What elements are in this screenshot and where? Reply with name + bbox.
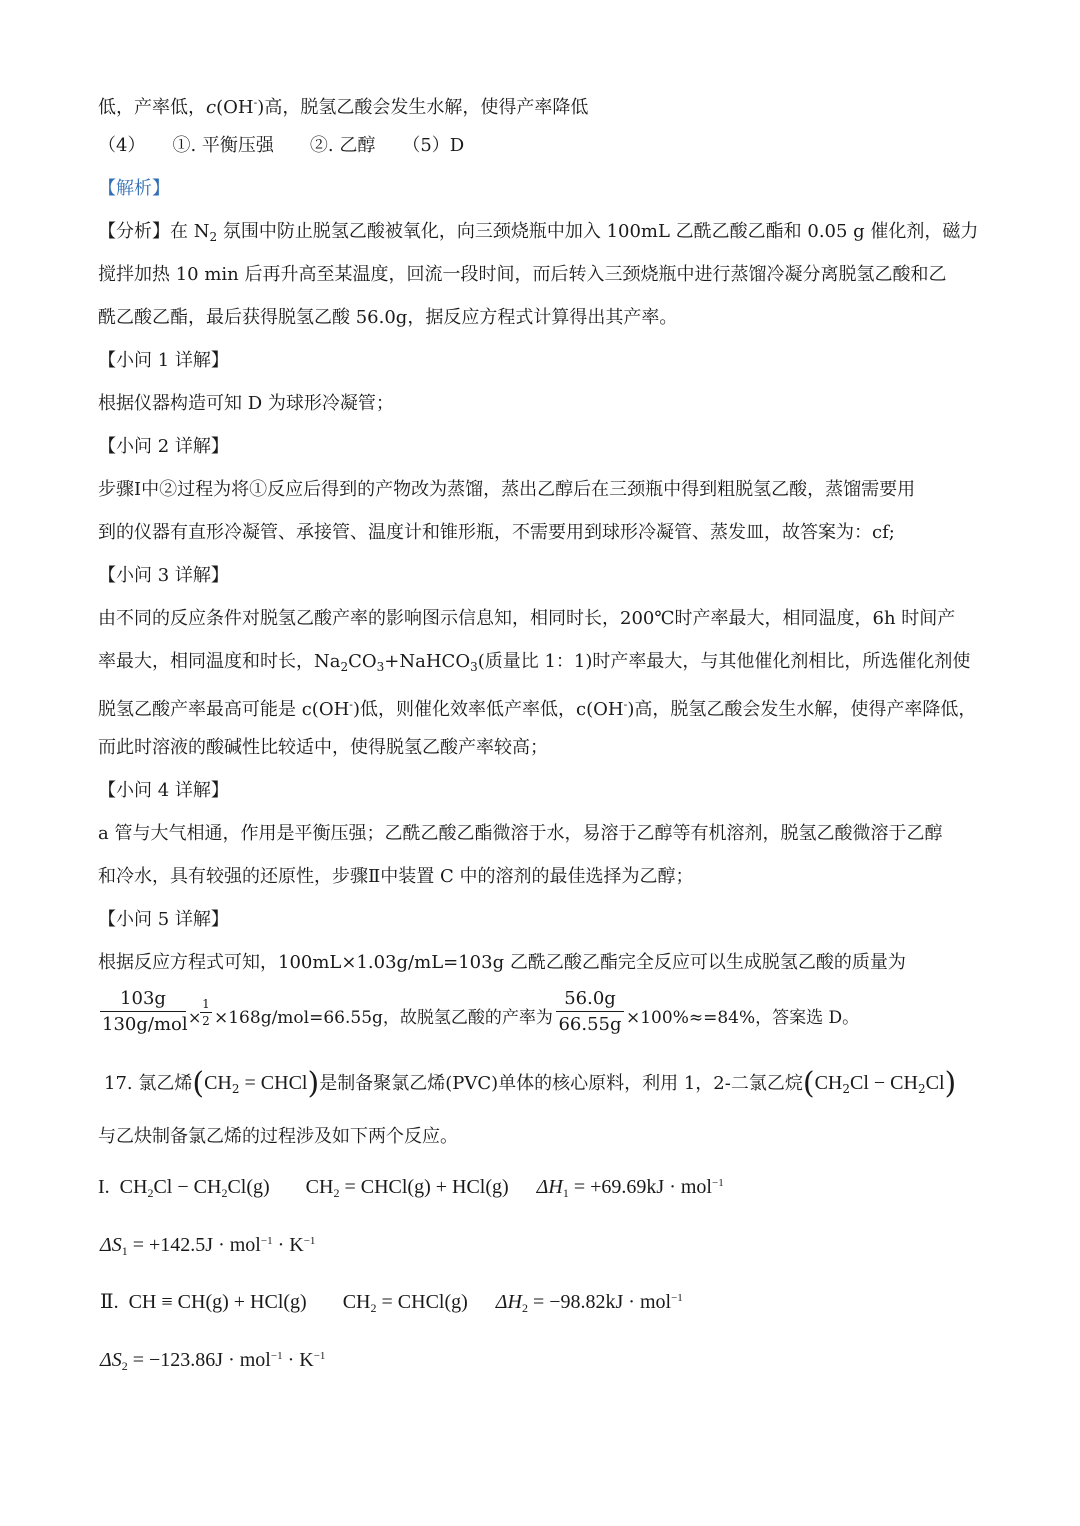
fraction-103-over-130 [100,988,186,1035]
text: )高，脱氢乙酸会发生水解，使得产率降低， [627,699,977,720]
analysis-line-3: 酰乙酸乙酯，最后获得脱氢乙酸 56.0g，据反应方程式计算得出其产率。 [98,307,678,328]
formula: = +69.69kJ · mol [568,1176,712,1198]
paren: ) [944,1066,957,1101]
q3-heading: 【小问 3 详解】 [98,565,229,586]
q4-detail-line-2: 和冷水，具有较强的还原性，步骤Ⅱ中装置 C 中的溶剂的最佳选择为乙醇； [98,866,694,887]
reaction-label: I. [98,1176,110,1198]
superscript: −1 [711,1177,724,1189]
paren: ( [192,1066,205,1101]
subscript: 3 [376,660,385,674]
q4-detail-line-1: a 管与大气相通，作用是平衡压强；乙酰乙酸乙酯微溶于水，易溶于乙醇等有机溶剂，脱氢乙酸微溶于乙醇 [98,823,943,844]
reaction-2-entropy [100,1343,325,1379]
formula: = −98.82kJ · mol [527,1291,672,1313]
subscript: 2 [147,1186,154,1200]
answer-line-4-5: （4） ①. 平衡压强 ②. 乙醇 （5）D [98,135,465,156]
superscript: - [349,698,353,711]
text: (OH [216,97,254,118]
q2-heading: 【小问 2 详解】 [98,436,229,457]
subscript: 1 [121,1244,128,1258]
formula: ΔH [536,1176,563,1198]
formula: Cl − CH [850,1072,918,1094]
numerator: 1 [202,997,210,1011]
formula-middle-text: ×168g/mol=66.55g，故脱氢乙酸的产率为 [214,1008,553,1028]
answer-line-3-continued [98,90,588,121]
q3-detail-line-3 [98,692,976,723]
text: CO [348,651,377,672]
text: (质量比 1：1)时产率最大，与其他催化剂相比，所选催化剂使 [477,651,971,672]
text: )高，脱氢乙酸会发生水解，使得产率降低 [257,97,589,118]
formula: Cl(g) [227,1176,270,1198]
reaction-1 [98,1170,724,1206]
subscript: 2 [209,230,218,244]
formula: · K [282,1349,314,1371]
q3-detail-line-2 [98,649,970,680]
subscript: 2 [221,1186,228,1200]
paren: ( [802,1066,815,1101]
subscript: 2 [231,1082,240,1096]
text: 【分析】在 N [98,221,210,242]
formula: CH [119,1176,148,1198]
formula: = CHCl(g) + HCl(g) [339,1176,509,1198]
numerator: 56.0g [564,988,616,1009]
q5-detail-line-1: 根据反应方程式可知，100mL×1.03g/mL=103g 乙酰乙酸乙酯完全反应可以生成脱氢乙酸的质量为 [98,952,906,973]
text: 是制备聚氯乙烯(PVC)单体的核心原料，利用 1，2-二氯乙烷 [319,1073,803,1094]
text: 脱氢乙酸产率最高可能是 c(OH [98,699,350,720]
formula: = CHCl(g) [376,1291,468,1313]
superscript: - [623,698,628,711]
subscript: 2 [340,660,349,674]
superscript: −1 [313,1350,326,1362]
text: 17. 氯乙烯 [104,1073,193,1094]
text: )低，则催化效率低产率低，c(OH [353,699,624,720]
formula: ΔS [100,1349,122,1371]
formula-tail-text: ×100%≈=84%，答案选 D。 [626,1008,860,1028]
text: c [206,97,217,118]
reaction-1-entropy [100,1228,315,1264]
formula: ΔH [495,1291,522,1313]
subscript: 1 [562,1186,569,1200]
denominator: 2 [202,1014,210,1028]
formula: Cl [925,1072,945,1094]
fraction-one-half [200,997,212,1028]
subscript: 2 [521,1301,528,1315]
fraction-bar [556,1011,624,1012]
subscript: 3 [470,660,478,674]
times-sign: × [188,1008,202,1027]
analysis-line-1 [98,219,978,250]
text: +NaHCO [384,651,471,672]
q17-intro-line-2: 与乙炔制备氯乙烯的过程涉及如下两个反应。 [98,1126,458,1147]
superscript: −1 [270,1350,283,1362]
denominator: 130g/mol [102,1014,188,1035]
q2-detail-line-1: 步骤Ⅰ中②过程为将①反应后得到的产物改为蒸馏，蒸出乙醇后在三颈瓶中得到粗脱氢乙酸，蒸馏需要用 [98,479,916,500]
paren: ) [307,1066,320,1101]
formula: = CHCl [239,1072,308,1094]
q1-detail: 根据仪器构造可知 D 为球形冷凝管； [98,393,394,414]
formula: ΔS [100,1234,122,1256]
superscript: −1 [671,1292,683,1304]
q3-detail-line-1: 由不同的反应条件对脱氢乙酸产率的影响图示信息知，相同时长，200℃时产率最大，相同温度，6h 时间产 [98,608,956,629]
superscript: −1 [260,1235,273,1247]
q4-heading: 【小问 4 详解】 [98,780,229,801]
analysis-line-2: 搅拌加热 10 min 后再升高至某温度，回流一段时间，而后转入三颈烧瓶中进行蒸馏冷凝分离脱氢乙酸和乙 [98,264,947,285]
fraction-56-over-66 [556,988,624,1035]
formula: Cl − CH [153,1176,222,1198]
q2-detail-line-2: 到的仪器有直形冷凝管、承接管、温度计和锥形瓶，不需要用到球形冷凝管、蒸发皿，故答案为：cf; [98,522,895,543]
formula: CH [204,1072,232,1094]
subscript: 2 [917,1082,926,1096]
text: 率最大，相同温度和时长，Na [98,651,341,672]
formula: · K [272,1234,304,1256]
subscript: 2 [333,1186,340,1200]
superscript: −1 [303,1235,316,1247]
formula: CH [305,1176,334,1198]
q5-heading: 【小问 5 详解】 [98,909,229,930]
formula: CH ≡ CH(g) + HCl(g) [128,1291,307,1313]
numerator: 103g [120,988,166,1009]
superscript: - [253,96,258,109]
formula: CH [342,1291,371,1313]
reaction-2 [100,1285,683,1321]
formula: = +142.5J · mol [127,1234,261,1256]
q17-intro-line-1 [104,1066,957,1102]
q3-detail-line-4: 而此时溶液的酸碱性比较适中，使得脱氢乙酸产率较高； [98,737,548,758]
formula: = −123.86J · mol [127,1349,271,1371]
fraction-bar [200,1012,212,1013]
subscript: 2 [370,1301,377,1315]
fraction-bar [100,1011,186,1012]
subscript: 2 [842,1082,850,1096]
formula: CH [814,1072,843,1094]
text: 氛围中防止脱氢乙酸被氧化，向三颈烧瓶中加入 100mL 乙酰乙酸乙酯和 0.05 g 催化剂，磁力 [217,221,979,242]
q1-heading: 【小问 1 详解】 [98,350,229,371]
analysis-heading: 【解析】 [98,178,170,199]
subscript: 2 [121,1359,128,1373]
text: 低，产率低， [98,97,206,118]
denominator: 66.55g [558,1014,622,1035]
reaction-label: Ⅱ. [100,1291,119,1313]
